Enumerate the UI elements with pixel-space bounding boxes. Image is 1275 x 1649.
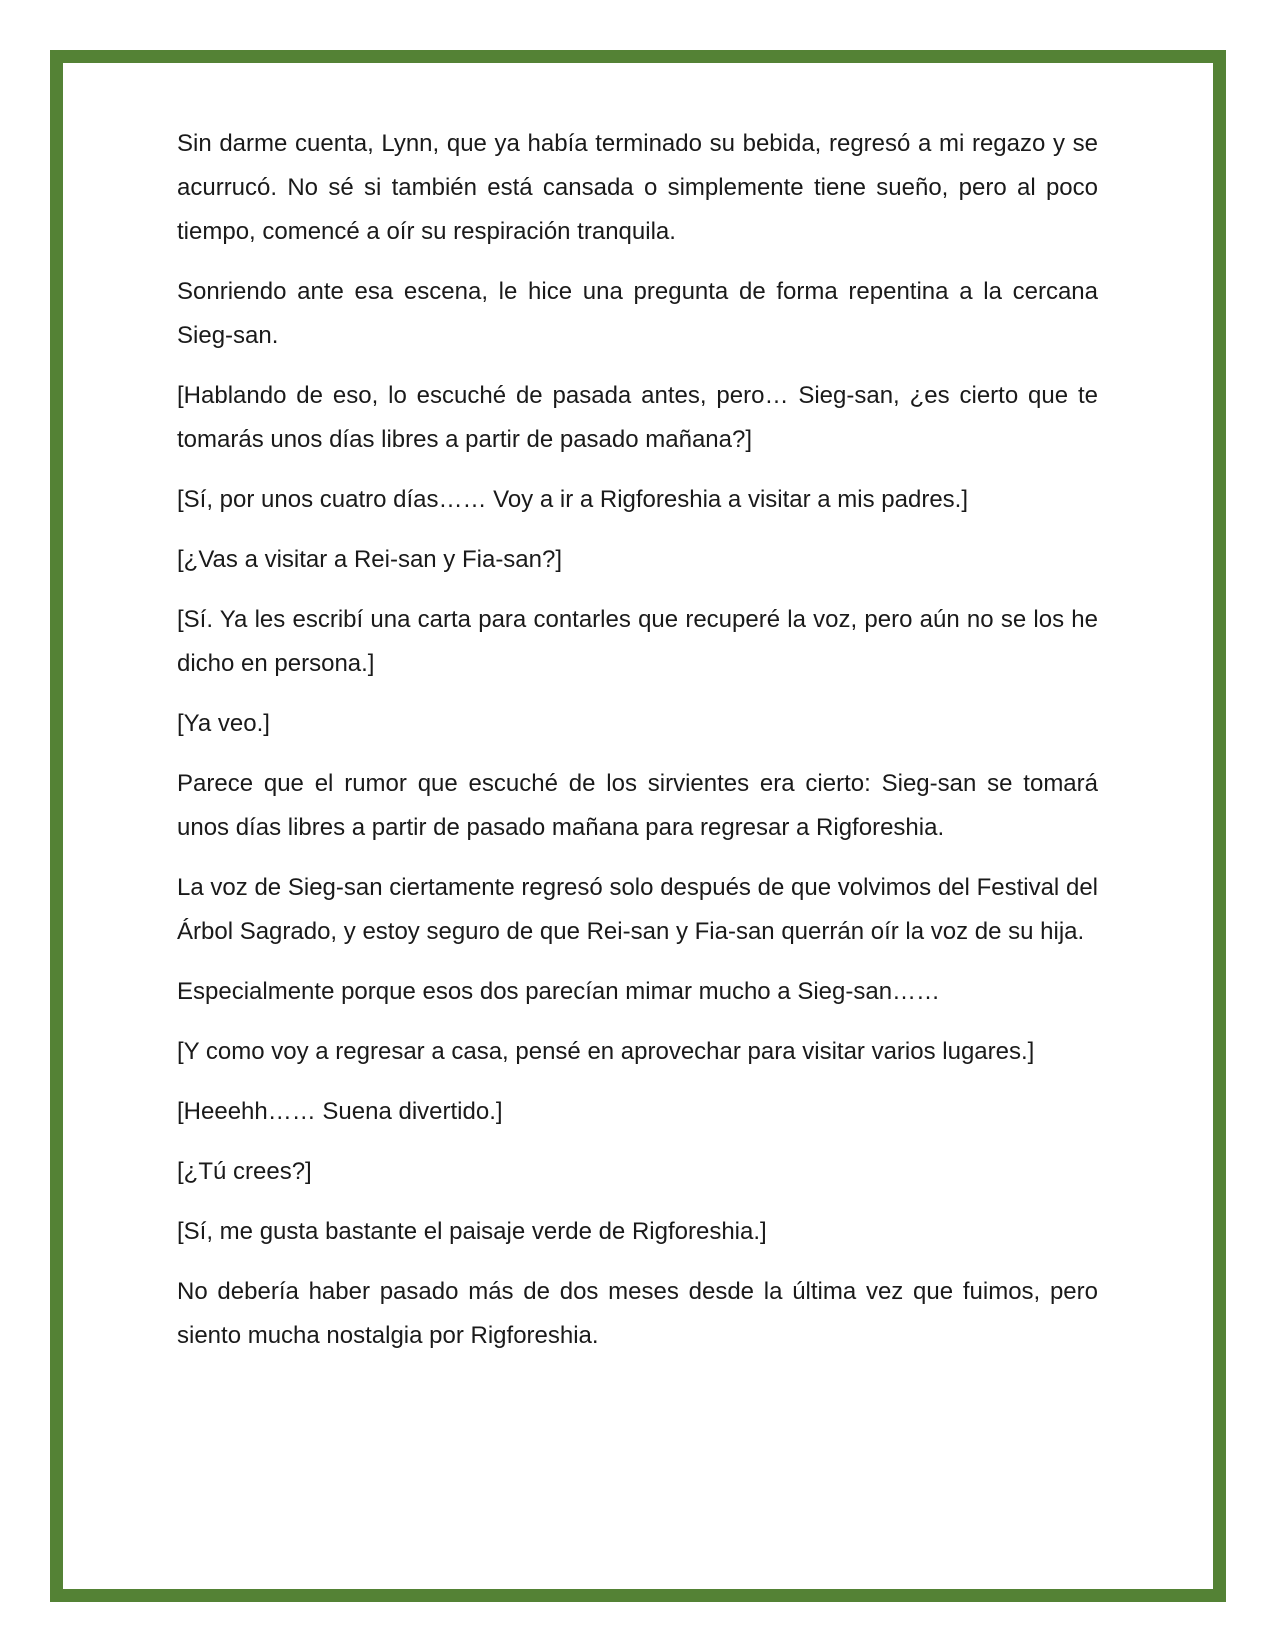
paragraph: La voz de Sieg-san ciertamente regresó solo después de que volvimos del Festival del Árbol Sagrado, y estoy seguro de que Rei-san y Fia-san querrán oír la voz de su hija. bbox=[177, 874, 1098, 945]
paragraph: Parece que el rumor que escuché de los sirvientes era cierto: Sieg-san se tomará unos días libres a partir de pasado mañana para regresar a Rigforeshia. bbox=[177, 770, 1098, 841]
paragraph: [Sí. Ya les escribí una carta para contarles que recuperé la voz, pero aún no se los he dicho en persona.] bbox=[177, 606, 1098, 677]
paragraph: [Sí, por unos cuatro días…… Voy a ir a Rigforeshia a visitar a mis padres.] bbox=[177, 486, 969, 513]
paragraph: [Sí, me gusta bastante el paisaje verde de Rigforeshia.] bbox=[177, 1218, 767, 1245]
paragraph: [Ya veo.] bbox=[177, 710, 270, 737]
paragraph: Especialmente porque esos dos parecían mimar mucho a Sieg-san…… bbox=[177, 978, 941, 1005]
paragraph: Sin darme cuenta, Lynn, que ya había terminado su bebida, regresó a mi regazo y se acurrucó. No sé si también está cansada o simplemente tiene sueño, pero al poco tiempo, comencé a oír su respiración tranquila. bbox=[177, 130, 1098, 245]
paragraph: [Heeehh…… Suena divertido.] bbox=[177, 1098, 503, 1125]
paragraph: Sonriendo ante esa escena, le hice una pregunta de forma repentina a la cercana Sieg-san. bbox=[177, 278, 1098, 349]
paragraph: [¿Vas a visitar a Rei-san y Fia-san?] bbox=[177, 546, 563, 573]
paragraph: [Hablando de eso, lo escuché de pasada antes, pero… Sieg-san, ¿es cierto que te tomarás unos días libres a partir de pasado mañana?] bbox=[177, 382, 1098, 453]
paragraph: [Y como voy a regresar a casa, pensé en aprovechar para visitar varios lugares.] bbox=[177, 1038, 1035, 1065]
paragraph: [¿Tú crees?] bbox=[177, 1158, 312, 1185]
paragraph: No debería haber pasado más de dos meses desde la última vez que fuimos, pero siento mucha nostalgia por Rigforeshia. bbox=[177, 1278, 1098, 1349]
document-body bbox=[177, 122, 1098, 1374]
